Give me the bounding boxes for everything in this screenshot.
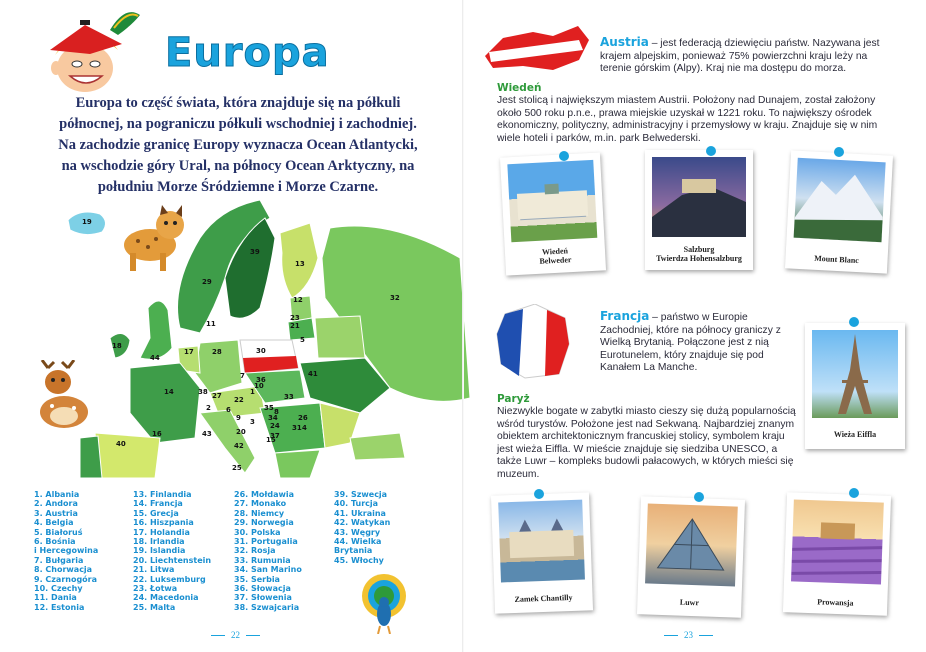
map-number-label: 5 [300, 336, 305, 344]
map-number-label: 40 [116, 440, 126, 448]
map-number-label: 42 [234, 442, 244, 450]
map-region-spain [95, 433, 160, 478]
photo-vienna-belvedere: Wiedeń Belweder [500, 152, 606, 275]
map-number-label: 11 [206, 320, 216, 328]
map-region-italy [200, 410, 255, 473]
map-number-label: 30 [256, 347, 266, 355]
map-number-label: 41 [308, 370, 318, 378]
country-list-item: 1. Albania [34, 490, 80, 499]
country-list-item: 20. Liechtenstein [133, 555, 212, 565]
country-list-item: 13. Finlandia [133, 490, 192, 499]
map-number-label: 34 [268, 414, 278, 422]
country-list-item: 22. Luksemburg [133, 574, 206, 584]
deer-illustration [28, 360, 98, 435]
country-list-item: 34. San Marino [234, 565, 302, 575]
boy-mascot-illustration [40, 10, 150, 95]
map-number-label: 7 [240, 372, 245, 380]
country-list-item: 4. Belgia [34, 518, 74, 528]
photo-provence: Prowansja [783, 492, 891, 616]
pin-icon [558, 150, 570, 162]
map-number-label: 1 [250, 388, 255, 396]
country-list-item: 8. Chorwacja [34, 565, 93, 575]
map-number-label: 43 [202, 430, 212, 438]
austria-heading: Austria [600, 35, 649, 49]
map-number-label: 14 [164, 388, 174, 396]
country-list-column [234, 490, 302, 612]
country-list-item: 9. Czarnogóra [34, 574, 98, 584]
map-number-label: 27 [212, 392, 222, 400]
map-number-label: 8 [274, 408, 279, 416]
map-number-label: 44 [150, 354, 160, 362]
country-list-item: 5. Białoruś [34, 527, 83, 537]
country-list-item: Brytania [334, 546, 373, 556]
country-list-item: 23. Łotwa [133, 583, 178, 593]
map-region-belarus [315, 316, 365, 358]
country-list-item: 45. Włochy [334, 555, 384, 565]
austria-intro: Austria – jest federacją dziewięciu państw. Nazywana jest krajem alpejskim, ponieważ 75% powierzchni kraju leży na terenie górskim (Alpy). Kraj nie ma dostępu do morza. [600, 35, 880, 75]
map-number-label: 39 [250, 248, 260, 256]
map-region-uk [140, 301, 172, 359]
country-list-item: 41. Ukraina [334, 508, 386, 518]
map-number-label: 33 [284, 393, 294, 401]
map-number-label: 13 [295, 260, 305, 268]
country-list-item: 28. Niemcy [234, 508, 285, 518]
country-list-item: 43. Węgry [334, 527, 381, 537]
vienna-heading: Wiedeń [497, 82, 542, 94]
country-list-item: 21. Litwa [133, 565, 175, 575]
france-heading: Francja [600, 309, 650, 323]
map-number-label: 24 [270, 422, 280, 430]
map-number-label: 21 [290, 322, 300, 330]
country-list-item: 12. Estonia [34, 602, 85, 612]
country-list-item: 36. Słowacja [234, 583, 291, 593]
map-number-label: 37 [270, 432, 280, 440]
map-number-label: 15 [266, 436, 276, 444]
country-list-column [334, 490, 390, 565]
country-list-item: 33. Rumunia [234, 555, 291, 565]
map-number-label: 19 [82, 218, 92, 226]
country-list-item: 18. Irlandia [133, 536, 185, 546]
country-list-item: 11. Dania [34, 593, 77, 603]
map-number-label: 16 [152, 430, 162, 438]
map-number-label: 20 [236, 428, 246, 436]
map-number-label: 22 [234, 396, 244, 404]
map-number-label: 2 [206, 404, 211, 412]
paris-heading: Paryż [497, 393, 530, 405]
country-list-item: 17. Holandia [133, 527, 190, 537]
map-number-label: 38 [198, 388, 208, 396]
map-number-label: 9 [236, 414, 241, 422]
country-list-item: 30. Polska [234, 527, 281, 537]
country-list-column [34, 490, 98, 612]
map-number-label: 17 [184, 348, 194, 356]
map-number-label: 12 [293, 296, 303, 304]
country-list-item: i Hercegowina [34, 546, 99, 556]
page-number-left: 22 [205, 630, 266, 640]
map-number-label: 35 [264, 404, 274, 412]
map-number-label: 18 [112, 342, 122, 350]
country-list-item: 24. Macedonia [133, 593, 199, 603]
country-list-item: 10. Czechy [34, 583, 83, 593]
photo-eiffel-tower: Wieża Eiffla [805, 323, 905, 449]
austria-flag-shape [483, 26, 591, 72]
right-page [463, 0, 926, 652]
country-list-item: 39. Szwecja [334, 490, 388, 499]
country-list-item: 15. Grecja [133, 508, 179, 518]
country-list-item: 35. Serbia [234, 574, 280, 584]
country-list-item: 44. Wielka [334, 536, 382, 546]
country-list-item: 2. Andora [34, 499, 78, 509]
map-number-label: 28 [212, 348, 222, 356]
france-flag-shape [495, 304, 573, 380]
intro-paragraph: Europa to część świata, która znajduje się na półkuli północnej, na pograniczu półkuli wschodniej i zachodniej. Na zachodzie granicę Europy wyznacza Ocean Atlantycki, na wschodzie góry Ural, na północy Ocean Arktyczny, na południu Morze Śródziemne i Morze Czarne. [58, 95, 418, 195]
map-number-label: 23 [290, 314, 300, 322]
map-region-france [130, 363, 200, 443]
france-intro: Francja – państwo w Europie Zachodniej, które na północy graniczy z Wielką Brytanią. Połączone jest z nią Eurotunelem, który znajduje się pod Kanałem La Manche. [600, 309, 781, 374]
country-list-item: 38. Szwajcaria [234, 602, 300, 612]
pin-icon [705, 145, 717, 157]
map-number-label: 6 [226, 406, 231, 414]
country-list-item: 40. Turcja [334, 499, 379, 509]
map-number-label: 4 [302, 424, 307, 432]
photo-salzburg-fortress: Salzburg Twierdza Hohensalzburg [645, 150, 753, 270]
country-list-item: 7. Bułgaria [34, 555, 84, 565]
paris-text: Niezwykle bogate w zabytki miasto cieszy się dużą popularnością wśród turystów. Położone jest nad Sekwaną. Najbardziej znanym obiektem architektonicznym francuskiej stolicy, symbolem kraju jest wieża Eiffla. W mieście znajduje się siedziba UNESCO, a także Luwr – kompleks budowli pałacowych, w których mieści się muzeum. [497, 406, 796, 480]
map-number-label: 10 [254, 382, 264, 390]
photo-mount-blanc: Mount Blanc [785, 150, 893, 273]
pin-icon [848, 487, 860, 499]
country-list-item: 37. Słowenia [234, 593, 292, 603]
map-number-label: 31 [292, 424, 302, 432]
map-number-label: 26 [298, 414, 308, 422]
country-list-item: 32. Rosja [234, 546, 276, 556]
country-list-item: 6. Bośnia [34, 536, 76, 546]
map-number-label: 36 [256, 376, 266, 384]
map-number-label: 3 [250, 418, 255, 426]
map-number-label: 25 [232, 464, 242, 472]
page-title: Europa [165, 30, 330, 76]
country-list-item: 19. Islandia [133, 546, 186, 556]
photo-louvre: Luwr [637, 496, 745, 618]
pin-icon [848, 316, 860, 328]
country-list-item: 16. Hiszpania [133, 518, 194, 528]
country-list-item: 26. Mołdawia [234, 490, 295, 499]
country-list-item: 27. Monako [234, 499, 287, 509]
country-list-column [133, 490, 211, 612]
country-list-item: 25. Malta [133, 602, 176, 612]
country-list-item: 14. Francja [133, 499, 183, 509]
country-list-item: 42. Watykan [334, 518, 391, 528]
country-list-item: 3. Austria [34, 508, 78, 518]
lynx-illustration [108, 205, 188, 275]
vienna-text: Jest stolicą i największym miastem Austrii. Położony nad Dunajem, został założony około 500 roku p.n.e., prawa miejskie uzyskał w 1221 roku. To największy ośrodek ekonomiczny, polityczny, administracyjny i przemysłowy w kraju. Znajduje się w nim wiele hoteli i parków, m.in. park Belwederski. [497, 95, 878, 144]
page-number-right: 23 [658, 630, 719, 640]
map-number-label: 29 [202, 278, 212, 286]
country-list-item: 29. Norwegia [234, 518, 294, 528]
pin-icon [693, 491, 705, 503]
photo-chantilly-castle: Zamek Chantilly [491, 492, 593, 613]
pin-icon [833, 146, 845, 158]
pin-icon [533, 488, 545, 500]
peacock-illustration [358, 574, 410, 634]
map-number-label: 32 [390, 294, 400, 302]
country-list-item: 31. Portugalia [234, 536, 298, 546]
map-region-portugal [80, 436, 102, 478]
